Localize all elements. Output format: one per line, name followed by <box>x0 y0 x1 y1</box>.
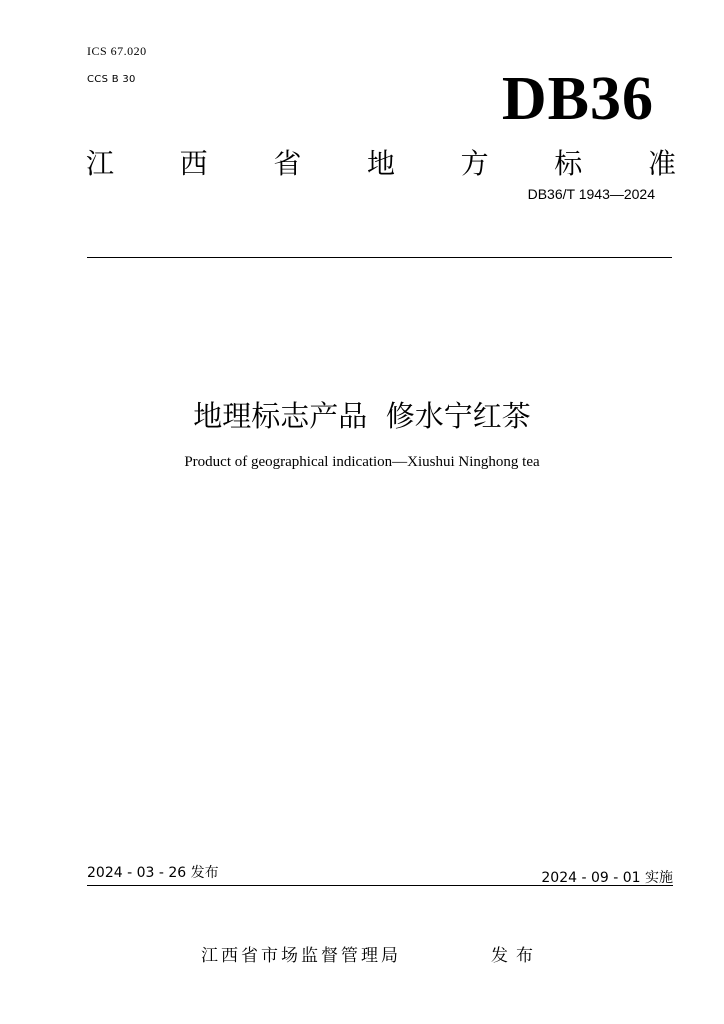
top-divider <box>87 257 672 258</box>
ccs-code: CCS B 30 <box>87 74 136 85</box>
standard-type-char: 江 <box>86 147 115 180</box>
issue-date: 2024 - 03 - 26 发布 <box>87 865 219 881</box>
db-standard-mark: DB36 <box>501 65 654 133</box>
standard-type-char: 省 <box>273 147 302 180</box>
standard-type-heading <box>86 147 676 180</box>
standard-type-char: 西 <box>179 147 208 180</box>
implementation-date: 2024 - 09 - 01 实施 <box>541 870 673 886</box>
standard-type-char: 标 <box>554 147 583 180</box>
document-title-chinese: 地理标志产品 修水宁红茶 <box>193 399 531 433</box>
publish-label: 发布 <box>491 946 541 966</box>
document-title-english: Product of geographical indication—Xiushui Ninghong tea <box>184 454 540 470</box>
standard-type-char: 准 <box>647 147 676 180</box>
bottom-divider <box>87 885 673 886</box>
ics-code: ICS 67.020 <box>87 44 147 58</box>
standard-number: DB36/T 1943—2024 <box>527 186 655 202</box>
issuing-authority: 江西省市场监督管理局 <box>201 946 401 966</box>
standard-type-char: 地 <box>366 147 395 180</box>
standard-type-char: 方 <box>460 147 489 180</box>
